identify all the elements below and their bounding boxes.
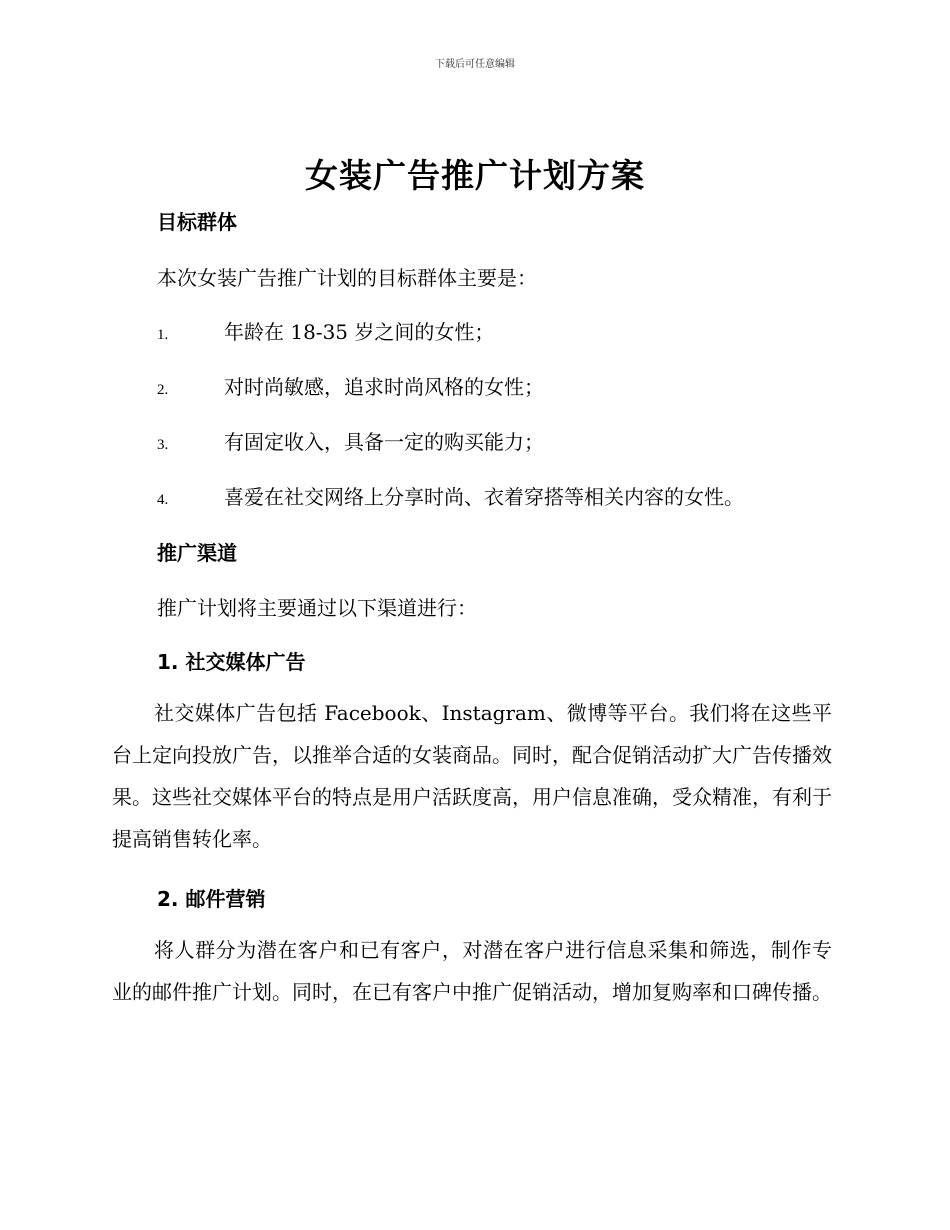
list-number: 1. — [157, 327, 169, 343]
list-text: 对时尚敏感，追求时尚风格的女性； — [224, 375, 544, 399]
header-note: 下载后可任意编辑 — [435, 59, 515, 70]
email-marketing-paragraph: 将人群分为潜在客户和已有客户，对潜在客户进行信息采集和筛选，制作专业的邮件推广计划。同时，在已有客户中推广促销活动，增加复购率和口碑传播。 — [112, 938, 832, 1004]
subheading-social-media: 1. 社交媒体广告 — [157, 650, 306, 674]
list-item — [157, 316, 837, 345]
target-audience-intro: 本次女装广告推广计划的目标群体主要是： — [157, 266, 537, 290]
list-item — [157, 371, 837, 400]
list-item — [157, 426, 837, 455]
list-number: 3. — [157, 437, 169, 453]
section-heading-target-audience: 目标群体 — [157, 210, 237, 234]
list-item — [157, 481, 837, 510]
channels-intro: 推广计划将主要通过以下渠道进行： — [157, 596, 477, 620]
social-media-paragraph: 社交媒体广告包括 Facebook、Instagram、微博等平台。我们将在这些平台上定向投放广告，以推举合适的女装商品。同时，配合促销活动扩大广告传播效果。这些社交媒体平台的特点是用户活跃度高，用户信息准确，受众精准，有利于提高销售转化率。 — [112, 701, 832, 851]
list-number: 4. — [157, 492, 169, 508]
document-title: 女装广告推广计划方案 — [305, 156, 645, 195]
section-heading-channels: 推广渠道 — [157, 541, 237, 565]
list-text: 喜爱在社交网络上分享时尚、衣着穿搭等相关内容的女性。 — [224, 485, 744, 509]
subheading-email-marketing: 2. 邮件营销 — [157, 887, 266, 911]
list-text: 有固定收入，具备一定的购买能力； — [224, 430, 544, 454]
list-number: 2. — [157, 382, 169, 398]
list-text: 年龄在 18-35 岁之间的女性； — [224, 320, 495, 344]
